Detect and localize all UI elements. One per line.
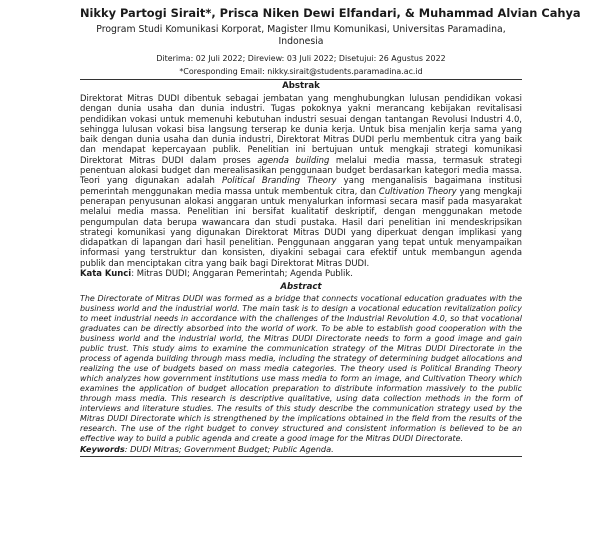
kata-kunci-label: Kata Kunci bbox=[80, 268, 132, 279]
bottom-divider bbox=[80, 456, 522, 457]
abstrak-italic-term: agenda building bbox=[257, 154, 330, 165]
abstrak-heading: Abstrak bbox=[282, 81, 320, 91]
affiliation bbox=[80, 24, 522, 48]
keywords-label: Keywords bbox=[80, 444, 125, 455]
abstrak-body bbox=[80, 93, 522, 268]
affiliation-line-1: Program Studi Komunikasi Korporat, Magister Ilmu Komunikasi, Universitas Paramadina, bbox=[96, 24, 506, 35]
keywords-values: : DUDI Mitras; Government Budget; Public Agenda. bbox=[124, 444, 334, 455]
keywords bbox=[80, 444, 522, 455]
abstrak-italic-term: Political Branding Theory bbox=[222, 175, 337, 186]
abstract-heading: Abstract bbox=[280, 281, 322, 292]
abstrak-text-run: yang mengkaji penerapan penyusunan alokasi anggaran untuk menyalurkan informasi secara masif pada masyarakat melalui media massa. Penelitian ini bersifat kualitatif deskriptif, dengan menggunakan metode pengumpulan data berupa wawancara dan studi pustaka. Hasil dari penelitian ini mendeskripsikan strategi komunikasi yang digunakan Direktorat Mitras DUDI yang diperkuat dengan implikasi yang didapatkan di lapangan dari hasil penelitian. Penggunaan anggaran yang tepat untuk menyampaikan informasi yang terstruktur dan konsisten, diyakini sebagai cara efektif untuk membangun agenda publik dan menciptakan citra yang baik bagi Direktorat Mitras DUDI. bbox=[80, 185, 522, 268]
affiliation-line-2: Indonesia bbox=[278, 36, 324, 47]
abstrak-italic-term: Cultivation Theory bbox=[378, 185, 457, 196]
corresponding-email: *Coresponding Email: nikky.sirait@students.paramadina.ac.id bbox=[179, 67, 423, 76]
abstrak-text-run: Direktorat Mitras DUDI dibentuk sebagai jembatan yang menghubungkan lulusan pendidikan vokasi dengan dunia usaha dan dunia industri. Tugas pokoknya yakni merancang kebijakan revitalisasi pendidikan vokasi untuk memenuhi kebutuhan industri sesuai dengan tantangan Revolusi Industri 4.0, sehingga lulusan vokasi bisa langsung terserap ke dunia kerja. Untuk bisa menjalin kerja sama yang baik dengan dunia usaha dan dunia industri, Direktorat Mitras DUDI perlu membentuk citra yang baik dan mendapat kepercayaan publik. Penelitian ini bertujuan untuk mengkaji strategi komunikasi Direktorat Mitras DUDI dalam proses bbox=[80, 93, 522, 165]
kata-kunci bbox=[80, 268, 522, 279]
top-divider bbox=[80, 79, 522, 80]
author-list: Nikky Partogi Sirait*, Prisca Niken Dewi Elfandari, & Muhammad Alvian Cahya bbox=[80, 6, 581, 20]
abstrak-text-run: melalui media massa, termasuk strategi penentuan alokasi budget dan merealisasikan penggunaan budget berdasarkan kategori media massa. Teori yang digunakan adalah bbox=[80, 154, 522, 186]
submission-dates: Diterima: 02 Juli 2022; Direview: 03 Juli 2022; Disetujui: 26 Agustus 2022 bbox=[156, 54, 446, 63]
abstrak-text-run: yang menganalisis bagaimana institusi pemerintah menggunakan media massa untuk membentuk citra, dan bbox=[80, 175, 523, 196]
kata-kunci-values: : Mitras DUDI; Anggaran Pemerintah; Agenda Publik. bbox=[131, 268, 353, 279]
abstract-body: The Directorate of Mitras DUDI was formed as a bridge that connects vocational education graduates with the business world and the industrial world. The main task is to design a vocational education revitalization policy to meet industrial needs in accordance with the challenges of the Industrial Revolution 4.0, so that vocational graduates can be directly absorbed into the world of work. To be able to establish good cooperation with the business world and the industrial world, the Mitras DUDI Directorate needs to form a good image and gain public trust. This study aims to examine the communication strategy of the Mitras DUDI Directorate in the process of agenda building through mass media, including the strategy of determining budget allocations and realizing the use of budgets based on mass media categories. The theory used is Political Branding Theory which analyzes how government institutions use mass media to form an image, and Cultivation Theory which examines the application of budget allocation preparation to distribute information massively to the public through mass media. This research is descriptive qualitative, using data collection methods in the form of interviews and literature studies. The results of this study describe the communication strategy used by the Mitras DUDI Directorate which is strengthened by the implications obtained in the field from the results of the research. The use of the right budget to convey structured and consistent information is believed to be an effective way to build a public agenda and create a good image for the Mitras DUDI Directorate. bbox=[80, 293, 522, 444]
